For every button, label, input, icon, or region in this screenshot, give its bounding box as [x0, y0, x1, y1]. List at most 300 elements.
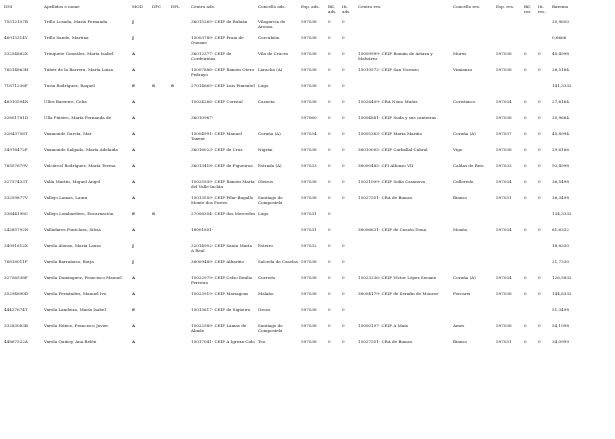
- baremo-cell: 126,5832: [552, 275, 572, 280]
- bil-res-cell: 0: [524, 291, 527, 296]
- iti-res-cell: [537, 210, 551, 226]
- bil-ads-cell: 0: [328, 83, 331, 88]
- dpl-cell: [170, 338, 190, 354]
- iti-res-cell: [537, 82, 551, 98]
- mod-cell: A: [132, 67, 136, 72]
- centro-ads-cell: 15023919- CEIP Mariagoas: [191, 291, 249, 296]
- esp-ads-cell: 597038: [301, 179, 317, 184]
- centro-res-cell: 15004881- CEIP Suda y sus canteiras: [358, 115, 437, 120]
- esp-res-cell: 597038: [496, 291, 512, 296]
- dpl-cell: [170, 226, 190, 242]
- table-row: [3, 338, 612, 354]
- concello-res-cell: Muros: [453, 51, 467, 56]
- baremo-cell: 92,4998: [552, 163, 569, 168]
- esp-res-cell: 597031: [496, 195, 512, 200]
- column-header: Esp. res.: [496, 4, 515, 9]
- iti-ads-cell: 0: [342, 307, 345, 312]
- dpc-cell: [151, 338, 170, 354]
- table-row: [3, 50, 612, 66]
- concello-res-cell: Culleredo: [453, 179, 474, 184]
- column-header: Esp. ads.: [301, 4, 320, 9]
- centro-res-cell: 15023236- CEIP Víctor López Seoane: [358, 275, 437, 280]
- dpl-cell: [170, 98, 190, 114]
- dpl-cell: [170, 178, 190, 194]
- iti-ads-cell: 0: [342, 339, 345, 344]
- mod-cell: A: [132, 147, 136, 152]
- baremo-cell: 51,3498: [552, 307, 569, 312]
- centro-ads-cell: 15013559- CEIP Pílar-Bugallo Monte dos Postes: [191, 195, 254, 205]
- bil-ads-cell: 0: [328, 35, 331, 40]
- iti-res-cell: 0: [538, 115, 541, 120]
- centro-ads-cell: 15003789- CEIP Praia de Quenxe: [191, 35, 244, 45]
- centro-res-cell: 36010005- CEIP Carballal-Cabral: [358, 147, 428, 152]
- table-row: [3, 274, 612, 290]
- centro-ads-cell: 32014902- CEIP Santa María A Real: [191, 243, 252, 253]
- column-header: DPL: [171, 4, 180, 9]
- esp-ads-cell: 597038: [301, 67, 317, 72]
- bil-ads-cell: 0: [328, 243, 331, 248]
- bil-res-cell: [523, 242, 537, 258]
- dni-cell: 75512107B: [4, 19, 28, 24]
- centro-ads-cell: 36009489- CEIP Albariño: [191, 259, 245, 264]
- name-cell: Valcárcel Rodríguez, María Teresa: [44, 163, 116, 168]
- centro-ads-cell: 36012377- CEIP de Cordeiriñas: [191, 51, 232, 61]
- baremo-cell: 36,5498: [552, 179, 569, 184]
- column-header: Concello res.: [453, 4, 481, 9]
- bil-ads-cell: 0: [328, 259, 331, 264]
- mod-cell: A: [132, 195, 136, 200]
- baremo-cell: 29,6166: [552, 147, 569, 152]
- dpc-cell: [151, 146, 170, 162]
- dpl-cell: [170, 290, 190, 306]
- name-cell: Varela Núñez, Francisco Javier: [44, 323, 109, 328]
- bil-ads-cell: 0: [328, 339, 331, 344]
- centro-ads-cell: 15007886- CEIP Ramón Otero Pedrayo: [191, 67, 255, 77]
- table-body: [3, 18, 612, 354]
- centro-ads-cell: 15024266- CEIP Coristal: [191, 99, 243, 104]
- esp-res-cell: [495, 18, 523, 34]
- table-row: [3, 178, 612, 194]
- esp-res-cell: 597037: [496, 131, 512, 136]
- bil-res-cell: 0: [524, 131, 527, 136]
- esp-ads-cell: 597038: [301, 291, 317, 296]
- centro-res-cell: 36000485- CPI Alfonso VII: [358, 163, 414, 168]
- esp-ads-cell: 597038: [301, 275, 317, 280]
- bil-ads-cell: 0: [328, 131, 331, 136]
- concello-res-cell: Bianso: [453, 195, 467, 200]
- iti-ads-cell: 0: [342, 323, 345, 328]
- table-header: [3, 3, 612, 18]
- centro-res-cell: [357, 210, 452, 226]
- concello-res-cell: Ames: [453, 323, 465, 328]
- iti-res-cell: [537, 242, 551, 258]
- bil-res-cell: 0: [524, 99, 527, 104]
- centro-ads-cell: 18001801-: [191, 227, 214, 232]
- dpl-cell: [170, 242, 190, 258]
- dni-cell: 33259877V: [4, 195, 28, 200]
- bil-res-cell: [523, 258, 537, 274]
- centro-res-cell: [357, 18, 452, 34]
- baremo-cell: 0,6666: [552, 35, 567, 40]
- concello-ads-cell: Carnota: [258, 99, 275, 104]
- centro-ads-cell: 15015617- CEIP de Sigüeiro: [191, 307, 251, 312]
- name-cell: Ullos Barreiro, Celia: [44, 99, 87, 104]
- concello-ads-cell: Santiago de Compostela: [258, 323, 283, 333]
- concello-res-cell: [452, 82, 495, 98]
- iti-res-cell: [537, 18, 551, 34]
- name-cell: Valladares Fontclara, Silvia: [44, 227, 101, 232]
- bil-ads-cell: 0: [328, 227, 331, 232]
- concello-ads-cell: [257, 226, 300, 242]
- bil-res-cell: 0: [524, 195, 527, 200]
- dpc-cell: [151, 114, 170, 130]
- baremo-cell: 27,6164: [552, 99, 569, 104]
- concello-res-cell: Forcarei: [453, 291, 471, 296]
- dni-cell: 44867522A: [4, 339, 28, 344]
- name-cell: Trinquete González, Maria Isabel: [44, 51, 114, 56]
- mod-cell: A: [132, 323, 136, 328]
- mod-cell: E: [132, 83, 136, 88]
- iti-ads-cell: 0: [342, 99, 345, 104]
- esp-res-cell: 597033: [496, 163, 512, 168]
- allocation-table: [3, 3, 612, 354]
- column-header: MOD: [132, 4, 143, 9]
- table-row: [3, 162, 612, 178]
- concello-ads-cell: Lugo: [258, 211, 269, 216]
- dpc-cell: [151, 306, 170, 322]
- dpc-cell: S: [152, 83, 155, 88]
- iti-ads-cell: [341, 210, 357, 226]
- esp-res-cell: [495, 306, 523, 322]
- iti-res-cell: 0: [538, 67, 541, 72]
- centro-res-cell: [357, 82, 452, 98]
- mod-cell: A: [132, 179, 136, 184]
- esp-res-cell: 597031: [496, 339, 512, 344]
- concello-ads-cell: Laracha (A): [258, 67, 283, 72]
- baremo-cell: 54,1998: [552, 323, 569, 328]
- bil-ads-cell: 0: [328, 211, 331, 216]
- esp-res-cell: 597034: [496, 275, 512, 280]
- concello-res-cell: [452, 242, 495, 258]
- esp-res-cell: [495, 34, 523, 50]
- bil-ads-cell: 0: [328, 323, 331, 328]
- dni-cell: 33254882X: [4, 51, 28, 56]
- dni-cell: 32801781D: [4, 115, 29, 120]
- concello-ads-cell: [257, 114, 300, 130]
- concello-res-cell: Bianso: [453, 339, 467, 344]
- baremo-cell: 18,8330: [552, 243, 569, 248]
- name-cell: Trillo Sande, Martina: [44, 35, 89, 40]
- dpc-cell: [151, 290, 170, 306]
- concello-res-cell: Vigo: [453, 147, 463, 152]
- bil-res-cell: 0: [524, 227, 527, 232]
- iti-ads-cell: 0: [342, 131, 345, 136]
- concello-res-cell: Moaño: [453, 227, 468, 232]
- dni-cell: 44427674T: [4, 307, 28, 312]
- column-header: Apellidos e nome: [44, 4, 80, 9]
- iti-ads-cell: 0: [342, 51, 345, 56]
- iti-res-cell: 0: [538, 339, 541, 344]
- mod-cell: A: [132, 339, 136, 344]
- centro-ads-cell: 27006354- CEIP dos Mercedes: [191, 211, 256, 216]
- centro-ads-cell: 36013418- CEIP de Figueiroa: [191, 163, 253, 168]
- esp-res-cell: [495, 82, 523, 98]
- iti-ads-cell: 0: [342, 195, 345, 200]
- centro-res-cell: [357, 34, 452, 50]
- mod-cell: J: [132, 35, 134, 40]
- esp-ads-cell: 597038: [301, 195, 317, 200]
- bil-ads-cell: 0: [328, 307, 331, 312]
- iti-res-cell: 0: [538, 195, 541, 200]
- baremo-cell: 40,4998: [552, 51, 569, 56]
- centro-res-cell: 15000107- CEIP A Maía: [358, 323, 408, 328]
- baremo-cell: 34,0999: [552, 339, 569, 344]
- concello-res-cell: Coruña (A): [453, 275, 476, 280]
- name-cell: Valín Martín, Miguel Ángel: [44, 179, 101, 184]
- name-cell: Varela Barrañuso, Borja: [44, 259, 94, 264]
- bil-ads-cell: 0: [328, 51, 331, 56]
- dpl-cell: [170, 34, 190, 50]
- iti-ads-cell: 0: [342, 19, 345, 24]
- concello-ads-cell: Coruña (A): [258, 131, 281, 136]
- concello-res-cell: [452, 18, 495, 34]
- name-cell: Varela Fernández, Manuel Ivo: [44, 291, 107, 296]
- bil-ads-cell: 0: [328, 99, 331, 104]
- esp-ads-cell: 597038: [301, 51, 317, 56]
- esp-ads-cell: 597031: [301, 227, 317, 232]
- bil-res-cell: [523, 306, 537, 322]
- centro-ads-cell: 15025939- CEIP Ramón María del Valle-Inclán: [191, 179, 255, 189]
- concello-res-cell: [452, 34, 495, 50]
- dpl-cell: [170, 306, 190, 322]
- bil-res-cell: [523, 210, 537, 226]
- mod-cell: E: [132, 211, 136, 216]
- dni-cell: 35294890D: [4, 291, 29, 296]
- dpc-cell: [151, 178, 170, 194]
- concello-res-cell: [452, 114, 495, 130]
- mod-cell: J: [132, 19, 134, 24]
- dpl-cell: [170, 66, 190, 82]
- bil-res-cell: [523, 34, 537, 50]
- bil-ads-cell: 0: [328, 195, 331, 200]
- table-row: [3, 18, 612, 34]
- centro-res-cell: 15027551- CRA de Bianso: [358, 339, 413, 344]
- dpl-cell: [170, 194, 190, 210]
- name-cell: Vallejo Lombardero, Encarnación: [44, 211, 114, 216]
- name-cell: Vaamonde Salgado, María Adelaida: [44, 147, 118, 152]
- name-cell: Vallejo Lamas, Laura: [44, 195, 88, 200]
- mod-cell: A: [132, 51, 136, 56]
- bil-res-cell: 0: [524, 51, 527, 56]
- esp-res-cell: 597038: [496, 323, 512, 328]
- dpl-cell: [170, 130, 190, 146]
- table-row: [3, 194, 612, 210]
- mod-cell: A: [132, 131, 136, 136]
- iti-ads-cell: 0: [342, 243, 345, 248]
- iti-res-cell: 0: [538, 131, 541, 136]
- name-cell: Varela Quiñoy, Ana Belén: [44, 339, 97, 344]
- table-row: [3, 242, 612, 258]
- table-row: [3, 114, 612, 130]
- table-row: [3, 98, 612, 114]
- iti-ads-cell: 0: [342, 35, 345, 40]
- dni-cell: 76816011F: [4, 259, 28, 264]
- esp-ads-cell: 597038: [301, 259, 317, 264]
- iti-res-cell: 0: [538, 147, 541, 152]
- centro-res-cell: 15019572- CEIP San Vicenzo: [358, 67, 419, 72]
- dni-cell: 33844198C: [4, 211, 28, 216]
- name-cell: Varela Landeira, María Isabel: [44, 307, 106, 312]
- dpl-cell: [170, 322, 190, 338]
- concello-ads-cell: Curredo: [258, 275, 276, 280]
- esp-res-cell: [495, 210, 523, 226]
- iti-ads-cell: 0: [342, 291, 345, 296]
- bil-res-cell: 0: [524, 115, 527, 120]
- esp-res-cell: 597034: [496, 179, 512, 184]
- centro-ads-cell: 15004991- CEIP Manuel Taxent: [191, 131, 242, 141]
- bil-ads-cell: 0: [328, 275, 331, 280]
- concello-ads-cell: Salceda de Caselas: [258, 259, 298, 264]
- esp-ads-cell: 597033: [301, 163, 317, 168]
- centro-res-cell: 36004179- CEIP de Serafín de Monroe: [358, 291, 439, 296]
- dni-cell: 46915314Y: [4, 35, 28, 40]
- iti-res-cell: [537, 306, 551, 322]
- dni-cell: 34991612X: [4, 243, 28, 248]
- baremo-cell: 20,9664: [552, 115, 569, 120]
- esp-ads-cell: 597038: [301, 19, 317, 24]
- esp-res-cell: 597038: [496, 115, 512, 120]
- name-cell: Trillo Losada, Maria Fernanda: [44, 19, 108, 24]
- iti-ads-cell: 0: [342, 259, 345, 264]
- centro-res-cell: 36006631- CEIP de Cusión Dona: [358, 227, 427, 232]
- esp-res-cell: 597034: [496, 99, 512, 104]
- bil-res-cell: 0: [524, 163, 527, 168]
- centro-res-cell: [357, 258, 452, 274]
- dpc-cell: [151, 274, 170, 290]
- concello-res-cell: [452, 306, 495, 322]
- column-header: Iti. res.: [538, 4, 546, 14]
- column-header: Iti. ads.: [342, 4, 351, 14]
- concello-res-cell: Coruña (A): [453, 131, 476, 136]
- centro-ads-cell: 15022979- CEIP Celso Emilio Ferreiro: [191, 275, 253, 285]
- name-cell: Turia Rodríguez, Raquel: [44, 83, 95, 88]
- centro-res-cell: [357, 306, 452, 322]
- column-header: Centro ads.: [191, 4, 216, 9]
- iti-res-cell: [537, 34, 551, 50]
- centro-res-cell: 15005363- CEIP Maria Mariño: [358, 131, 422, 136]
- concello-res-cell: Caldas de Reis: [453, 163, 484, 168]
- column-header: Centro res.: [358, 4, 382, 9]
- dni-cell: 32756538F: [4, 275, 28, 280]
- dni-cell: 76514863H: [4, 67, 29, 72]
- bil-ads-cell: 0: [328, 291, 331, 296]
- column-header: Bil. ads.: [328, 4, 337, 14]
- centro-ads-cell: 36015265- CEIP de Rubián: [191, 19, 248, 24]
- concello-res-cell: Coristanco: [453, 99, 476, 104]
- dpl-cell: [170, 50, 190, 66]
- bil-ads-cell: 0: [328, 163, 331, 168]
- dpc-cell: [151, 66, 170, 82]
- mod-cell: A: [132, 163, 136, 168]
- dpl-cell: S: [171, 83, 174, 88]
- column-header: Baremo: [552, 4, 569, 9]
- dpl-cell: [170, 146, 190, 162]
- baremo-cell: 134,3332: [552, 211, 572, 216]
- mod-cell: A: [132, 275, 136, 280]
- iti-res-cell: 0: [538, 99, 541, 104]
- column-header: Concello ads.: [258, 4, 286, 9]
- concello-ads-cell: Estrada (A): [258, 163, 282, 168]
- name-cell: Varela Alonso, María Laura: [44, 243, 101, 248]
- dpc-cell: [151, 130, 170, 146]
- dpl-cell: [170, 210, 190, 226]
- esp-ads-cell: 597038: [301, 339, 317, 344]
- esp-res-cell: 597038: [496, 51, 512, 56]
- column-header: Bil. res.: [524, 4, 532, 14]
- esp-res-cell: [495, 258, 523, 274]
- dni-cell: 24285792N: [4, 227, 29, 232]
- mod-cell: A: [132, 291, 136, 296]
- mod-cell: J: [132, 259, 134, 264]
- concello-res-cell: [452, 210, 495, 226]
- centro-ads-cell: 15022589- CEIP Lamas de Abade: [191, 323, 247, 333]
- centro-res-cell: 15009999- CEIP Román de Artaza y Malvárez: [358, 51, 433, 61]
- concello-ads-cell: Esteiro: [258, 243, 273, 248]
- iti-ads-cell: 0: [342, 83, 345, 88]
- dni-cell: 32757433T: [4, 179, 28, 184]
- dni-cell: 46910594N: [4, 99, 29, 104]
- esp-ads-cell: 597038: [301, 99, 317, 104]
- name-cell: Vaamonde García, Mar: [44, 131, 92, 136]
- dpc-cell: [151, 18, 170, 34]
- baremo-cell: 21,7330: [552, 259, 569, 264]
- bil-res-cell: 0: [524, 339, 527, 344]
- table-row: [3, 210, 612, 226]
- bil-res-cell: 0: [524, 323, 527, 328]
- concello-ads-cell: Nigrán: [258, 147, 273, 152]
- iti-res-cell: 0: [538, 323, 541, 328]
- iti-res-cell: 0: [538, 179, 541, 184]
- dpl-cell: [170, 162, 190, 178]
- concello-ads-cell: Santiago de Compostela: [258, 195, 283, 205]
- dpc-cell: [151, 34, 170, 50]
- centro-ads-cell: 27014665- CEIP Luis Pimentel: [191, 83, 255, 88]
- dpc-cell: [151, 162, 170, 178]
- baremo-cell: 28,5164: [552, 67, 569, 72]
- dpc-cell: [151, 50, 170, 66]
- table-row: [3, 146, 612, 162]
- esp-res-cell: [495, 242, 523, 258]
- iti-ads-cell: 0: [342, 275, 345, 280]
- header-row: [3, 3, 612, 18]
- bil-ads-cell: 0: [328, 19, 331, 24]
- dni-cell: 32843756T: [4, 131, 28, 136]
- concello-res-cell: Vimianzo: [453, 67, 473, 72]
- iti-ads-cell: 0: [342, 67, 345, 72]
- esp-ads-cell: 597038: [301, 147, 317, 152]
- baremo-cell: 20,9650: [552, 19, 569, 24]
- concello-ads-cell: Oroso: [258, 307, 271, 312]
- table-row: [3, 34, 612, 50]
- esp-ads-cell: 597038: [301, 307, 317, 312]
- dni-cell: 34976472F: [4, 147, 28, 152]
- dpc-cell: [151, 98, 170, 114]
- mod-cell: E: [132, 307, 136, 312]
- centro-res-cell: [357, 242, 452, 258]
- name-cell: Varela Domínguez, Francisco Manuel: [44, 275, 122, 280]
- concello-ads-cell: Oleiros: [258, 179, 273, 184]
- column-header: DPC: [152, 4, 162, 9]
